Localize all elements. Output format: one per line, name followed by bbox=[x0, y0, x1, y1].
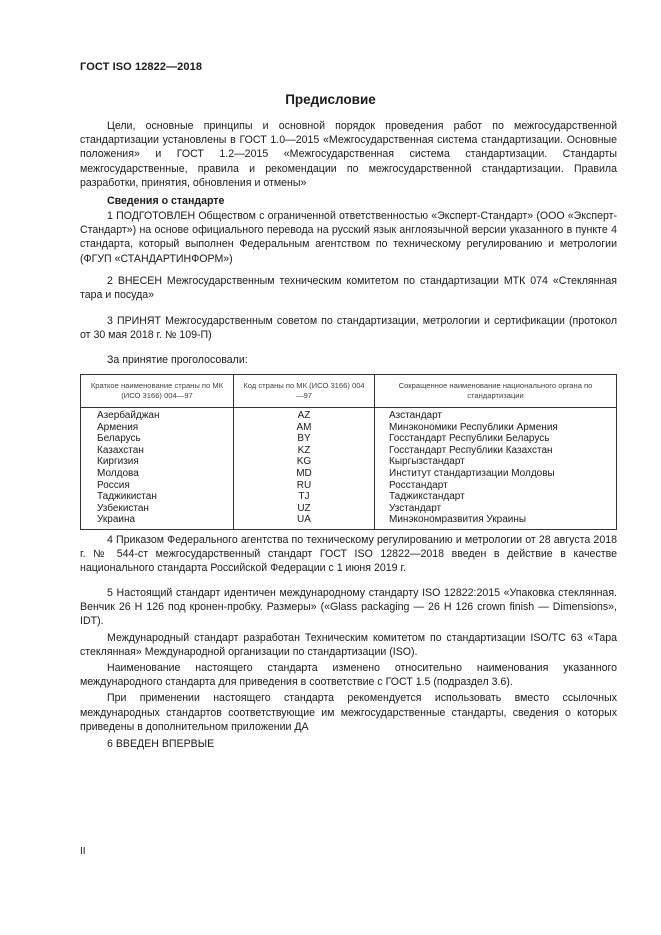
item-6-block bbox=[80, 737, 617, 751]
item-3-paragraph: 3 ПРИНЯТ Межгосударственным советом по стандартизации, метрологии и сертификации (протокол от 30 мая 2018 г. № 109-П) bbox=[80, 315, 617, 342]
table-cell-code: UZ bbox=[234, 503, 375, 515]
table-cell-code: TJ bbox=[234, 491, 375, 503]
table-cell-body: Минэкономики Республики Армения bbox=[375, 422, 617, 434]
table-cell-body: Институт стандартизации Молдовы bbox=[375, 468, 617, 480]
vote-table bbox=[80, 374, 617, 530]
section-heading: Сведения о стандарте bbox=[107, 195, 225, 207]
table-cell-body: Госстандарт Республики Казахстан bbox=[375, 445, 617, 457]
table-row bbox=[81, 445, 617, 457]
page-title: Предисловие bbox=[285, 92, 376, 107]
intro-block bbox=[80, 119, 617, 190]
item-1-paragraph: 1 ПОДГОТОВЛЕН Обществом с ограниченной ответственностью «Эксперт-Стандарт» (ООО «Эксперт-Стандарт») на основе официального перевода на русский язык англоязычной версии указанного в пункте 4 стандарта, который выполнен Федеральным агентством по техническому регулированию и метрологии (ФГУП «СТАНДАРТИНФОРМ») bbox=[80, 210, 617, 265]
item-5-paragraph-2: Международный стандарт разработан Техническим комитетом по стандартизации ISO/TC 63 «Тара стеклянная» Международной организации по стандартизации (ISO). bbox=[80, 631, 617, 658]
table-cell-body: Узстандарт bbox=[375, 503, 617, 515]
voted-label: За принятие проголосовали: bbox=[107, 354, 248, 366]
table-cell-code: BY bbox=[234, 433, 375, 445]
table-cell-country: Украина bbox=[81, 514, 234, 529]
table-row bbox=[81, 422, 617, 434]
table-cell-body: Кыргызстандарт bbox=[375, 456, 617, 468]
item-2-paragraph: 2 ВНЕСЕН Межгосударственным техническим комитетом по стандартизации МТК 074 «Стеклянная тара и посуда» bbox=[80, 275, 617, 302]
table-cell-body: Росстандарт bbox=[375, 480, 617, 492]
table-header-body: Сокращенное наименование национального органа по стандартизации bbox=[375, 375, 617, 408]
table-cell-code: AM bbox=[234, 422, 375, 434]
table-cell-code: KZ bbox=[234, 445, 375, 457]
item-1-block bbox=[80, 209, 617, 266]
table-cell-body: Азстандарт bbox=[375, 408, 617, 422]
table-header-country: Краткое наименование страны по МК (ИСО 3166) 004—97 bbox=[81, 375, 234, 408]
item-5-paragraph: 5 Настоящий стандарт идентичен международному стандарту ISO 12822:2015 «Упаковка стеклянная. Венчик 26 Н 126 под кронен-пробку. Размеры» («Glass packaging — 26 H 126 crown finish — Dimensions», IDT). bbox=[80, 587, 617, 628]
table-row bbox=[81, 514, 617, 529]
table-row bbox=[81, 503, 617, 515]
item-2-block bbox=[80, 274, 617, 302]
table-cell-country: Азербайджан bbox=[81, 408, 234, 422]
table-row bbox=[81, 408, 617, 422]
table-cell-country: Таджикистан bbox=[81, 491, 234, 503]
table-cell-country: Узбекистан bbox=[81, 503, 234, 515]
table-cell-country: Киргизия bbox=[81, 456, 234, 468]
page-number: II bbox=[80, 846, 86, 857]
table-cell-body: Госстандарт Республики Беларусь bbox=[375, 433, 617, 445]
item-5-paragraph-3: Наименование настоящего стандарта изменено относительно наименования указанного международного стандарта для приведения в соответствие с ГОСТ 1.5 (подраздел 3.6). bbox=[80, 662, 617, 689]
table-cell-country: Казахстан bbox=[81, 445, 234, 457]
table-cell-country: Россия bbox=[81, 480, 234, 492]
table-row bbox=[81, 491, 617, 503]
item-4-block bbox=[80, 533, 617, 576]
table-cell-country: Беларусь bbox=[81, 433, 234, 445]
document-code: ГОСТ ISO 12822—2018 bbox=[80, 61, 203, 73]
table-cell-body: Минэкономразвития Украины bbox=[375, 514, 617, 529]
item-5-paragraph-4: При применении настоящего стандарта рекомендуется использовать вместо ссылочных международных стандартов соответствующие им межгосударственные стандарты, сведения о которых приведены в дополнительном приложении ДА bbox=[80, 692, 617, 733]
table-row bbox=[81, 456, 617, 468]
item-5-block bbox=[80, 586, 617, 734]
item-3-block bbox=[80, 314, 617, 342]
table-row bbox=[81, 480, 617, 492]
table-row bbox=[81, 468, 617, 480]
table-cell-code: UA bbox=[234, 514, 375, 529]
table-cell-code: MD bbox=[234, 468, 375, 480]
table-cell-code: RU bbox=[234, 480, 375, 492]
table-cell-code: KG bbox=[234, 456, 375, 468]
table-cell-code: AZ bbox=[234, 408, 375, 422]
table-cell-body: Таджикстандарт bbox=[375, 491, 617, 503]
table-header-row bbox=[81, 375, 617, 408]
item-6-paragraph: 6 ВВЕДЕН ВПЕРВЫЕ bbox=[107, 738, 215, 750]
table-cell-country: Армения bbox=[81, 422, 234, 434]
table-row bbox=[81, 433, 617, 445]
table-cell-country: Молдова bbox=[81, 468, 234, 480]
table-header-code: Код страны по МК (ИСО 3166) 004—97 bbox=[234, 375, 375, 408]
intro-paragraph: Цели, основные принципы и основной порядок проведения работ по межгосударственной стандартизации установлены в ГОСТ 1.0—2015 «Межгосударственная система стандартизации. Основные положения» и ГОСТ 1.2—2015 «Межгосударственная система стандартизации. Стандарты межгосударственные, правила и рекомендации по межгосударственной стандартизации. Правила разработки, принятия, обновления и отмены» bbox=[80, 120, 617, 189]
item-4-paragraph: 4 Приказом Федерального агентства по техническому регулированию и метрологии от 28 августа 2018 г. № 544-ст межгосударственный стандарт ГОСТ ISO 12822—2018 введен в действие в качестве национального стандарта Российской Федерации с 1 июня 2019 г. bbox=[80, 534, 617, 575]
voted-label-block bbox=[80, 353, 617, 367]
